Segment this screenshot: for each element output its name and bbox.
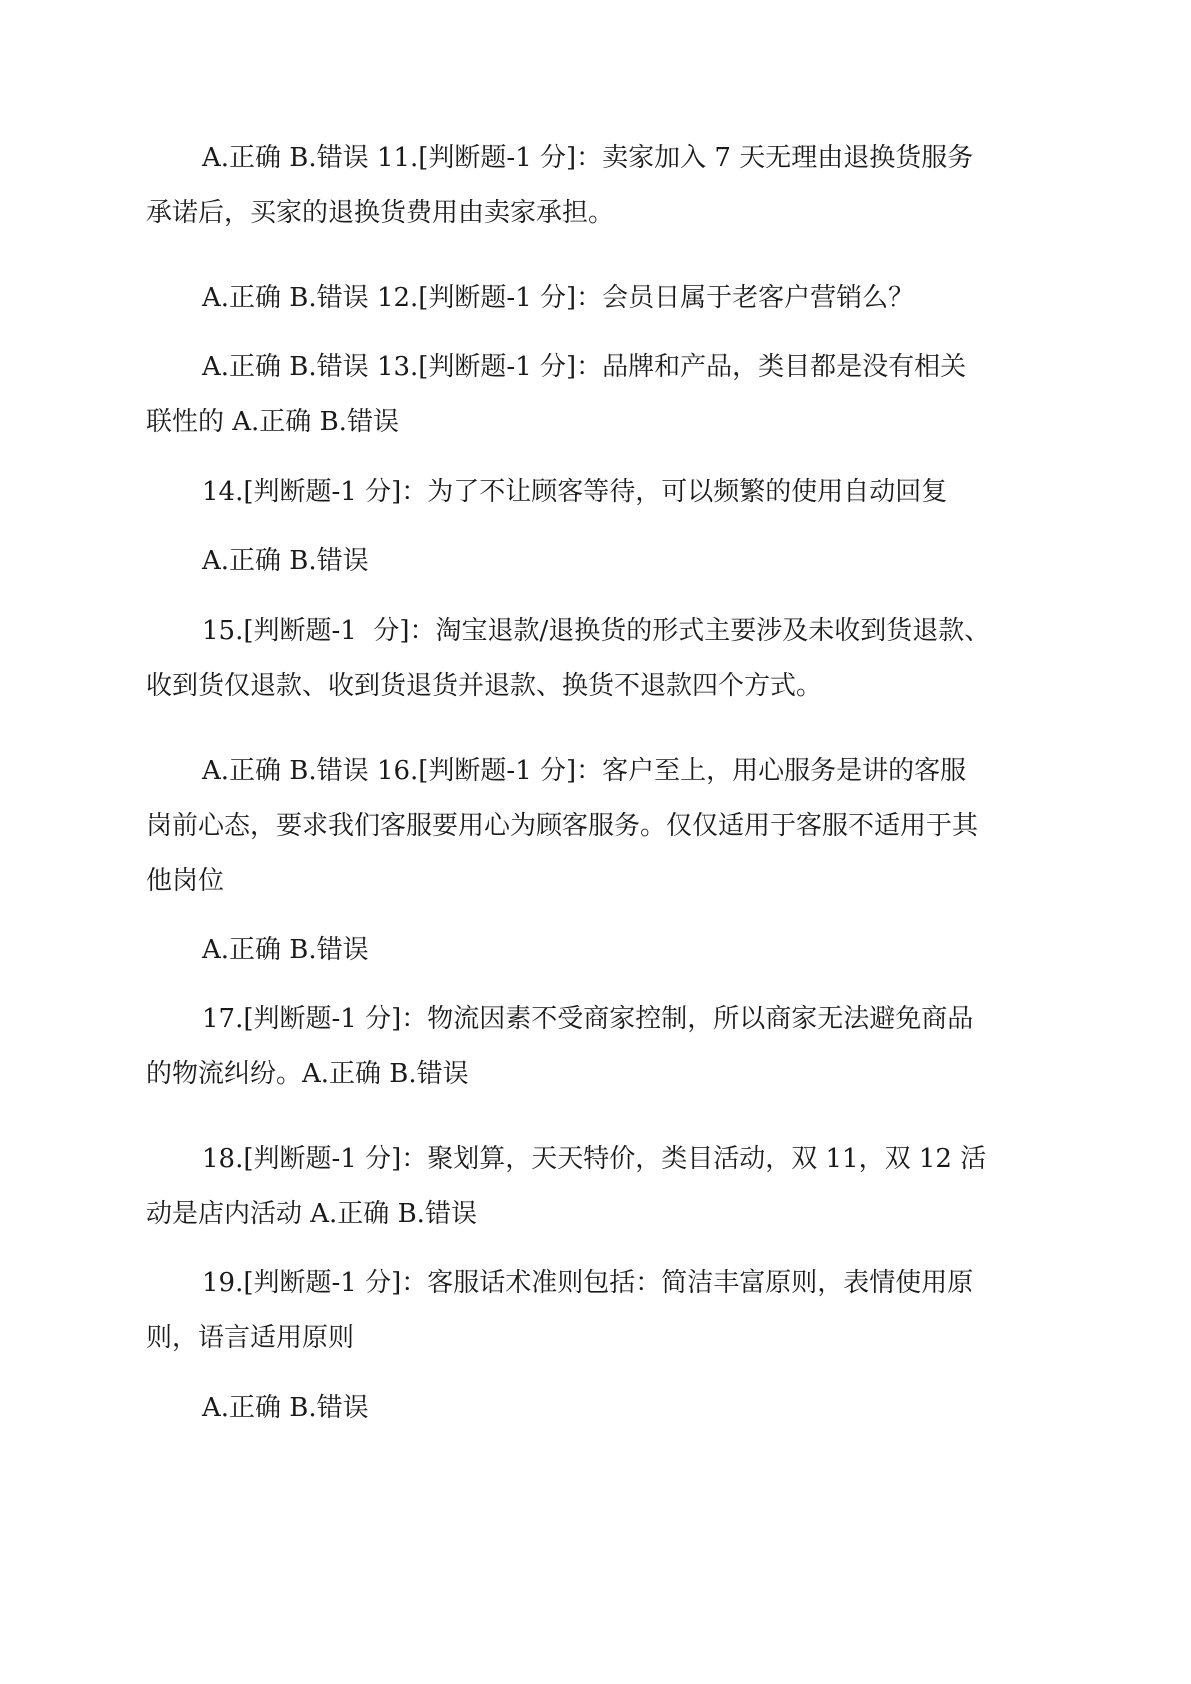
question-16-line-2: 岗前心态，要求我们客服要用心为顾客服务。仅仅适用于客服不适用于其 <box>146 811 979 841</box>
question-16-line-1: A.正确 B.错误 16.[判断题-1 分]：客户至上，用心服务是讲的客服 <box>202 756 967 786</box>
question-17-line-2: 的物流纠纷。A.正确 B.错误 <box>146 1059 469 1089</box>
question-13-line-1: A.正确 B.错误 13.[判断题-1 分]：品牌和产品，类目都是没有相关 <box>202 352 967 382</box>
question-11-line-1: A.正确 B.错误 11.[判断题-1 分]：卖家加入 7 天无理由退换货服务 <box>202 143 974 173</box>
question-14-line: 14.[判断题-1 分]：为了不让顾客等待，可以频繁的使用自动回复 <box>202 477 948 507</box>
question-19-options: A.正确 B.错误 <box>202 1393 369 1423</box>
question-17-line-1: 17.[判断题-1 分]：物流因素不受商家控制，所以商家无法避免商品 <box>202 1004 974 1034</box>
question-13-line-2: 联性的 A.正确 B.错误 <box>146 407 399 437</box>
question-18-line-2: 动是店内活动 A.正确 B.错误 <box>146 1199 477 1229</box>
question-15-line-2: 收到货仅退款、收到货退货并退款、换货不退款四个方式。 <box>146 671 823 701</box>
question-19-line-2: 则，语言适用原则 <box>146 1323 355 1353</box>
question-14-options: A.正确 B.错误 <box>202 546 369 576</box>
question-18-line-1: 18.[判断题-1 分]：聚划算，天天特价，类目活动，双 11，双 12 活 <box>202 1144 987 1174</box>
question-12-line: A.正确 B.错误 12.[判断题-1 分]：会员日属于老客户营销么？ <box>202 283 915 313</box>
question-16-line-3: 他岗位 <box>146 866 225 896</box>
question-11-line-2: 承诺后，买家的退换货费用由卖家承担。 <box>146 198 615 228</box>
question-16-options: A.正确 B.错误 <box>202 935 369 965</box>
question-19-line-1: 19.[判断题-1 分]：客服话术准则包括：简洁丰富原则，表情使用原 <box>202 1268 974 1298</box>
question-15-line-1: 15.[判断题-1 分]：淘宝退款/退换货的形式主要涉及未收到货退款、 <box>202 616 991 646</box>
